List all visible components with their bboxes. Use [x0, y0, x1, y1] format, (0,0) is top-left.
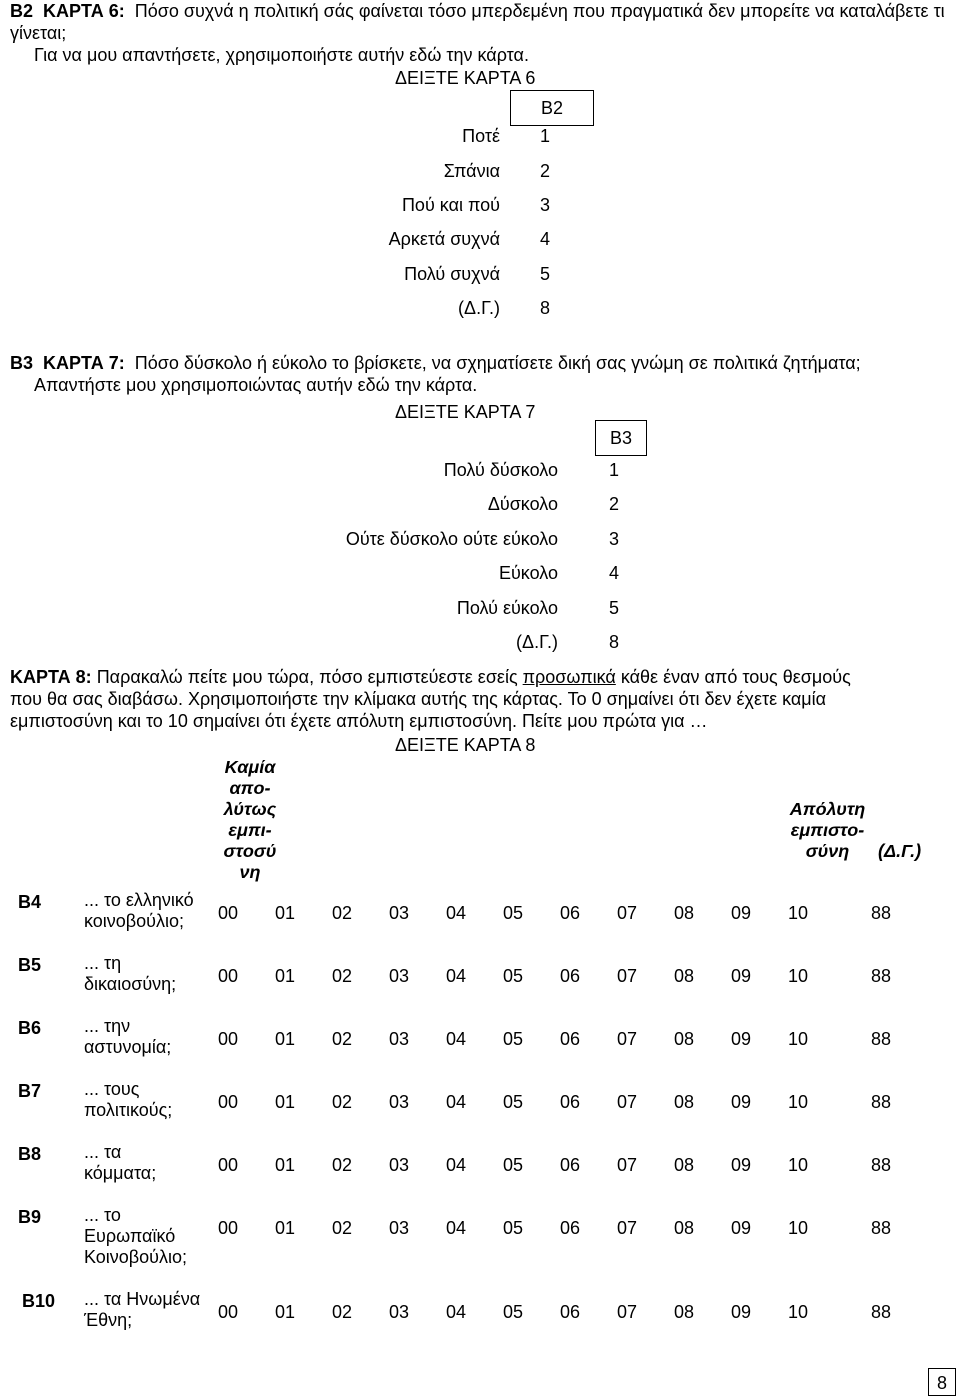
scale-value[interactable]: 07	[616, 903, 638, 923]
scale-value[interactable]: 08	[673, 1029, 695, 1049]
scale-value[interactable]: 06	[559, 966, 581, 986]
scale-value[interactable]: 03	[388, 903, 410, 923]
scale-value[interactable]: 10	[787, 903, 809, 923]
anchor-line: σύνη	[805, 841, 850, 861]
scale-value[interactable]: 04	[445, 903, 467, 923]
anchor-line: εμπι-	[228, 820, 272, 840]
scale-value[interactable]: 01	[274, 903, 296, 923]
option-code: 4	[609, 563, 620, 583]
intro-text: κάθε έναν από τους θεσμούς	[620, 667, 851, 687]
option-label: Πολύ δύσκολο	[443, 460, 558, 480]
option-code: 2	[609, 494, 620, 514]
item-label	[84, 1142, 156, 1184]
page-number: 8	[928, 1368, 956, 1396]
option-code: 1	[609, 460, 620, 480]
show-card-label: ΔΕΙΞΤΕ ΚΑΡΤΑ 8	[395, 735, 536, 755]
item-code: Β8	[18, 1144, 42, 1164]
intro-text: που θα σας διαβάσω. Χρησιμοποιήστε την κλίμακα αυτής της κάρτας. Το 0 σημαίνει ότι δεν έχετε καμία	[10, 689, 827, 709]
item-label	[84, 953, 176, 995]
scale-right-anchor	[780, 799, 875, 862]
scale-value[interactable]: 07	[616, 966, 638, 986]
scale-value[interactable]: 00	[217, 1092, 239, 1112]
scale-value[interactable]: 01	[274, 1155, 296, 1175]
item-code: Β6	[18, 1018, 42, 1038]
card-title: ΚΑΡΤΑ 8:	[10, 667, 92, 687]
column-header-box: Β2	[510, 90, 594, 126]
scale-value[interactable]: 04	[445, 1218, 467, 1238]
item-label-line: πολιτικούς;	[84, 1100, 173, 1120]
item-label-line: Κοινοβούλιο;	[84, 1247, 188, 1267]
scale-value[interactable]: 01	[274, 1218, 296, 1238]
scale-value[interactable]: 06	[559, 1302, 581, 1322]
column-header-box: Β3	[595, 420, 647, 456]
scale-value[interactable]: 05	[502, 1092, 524, 1112]
option-code: 2	[540, 161, 551, 181]
scale-value[interactable]: 07	[616, 1218, 638, 1238]
item-label-line: ... τους	[84, 1079, 140, 1099]
scale-value[interactable]: 88	[870, 966, 892, 986]
option-code: 3	[540, 195, 551, 215]
emphasis-text: προσωπικά	[522, 667, 616, 687]
option-label: Αρκετά συχνά	[388, 229, 500, 249]
scale-value[interactable]: 08	[673, 966, 695, 986]
scale-value[interactable]: 04	[445, 1302, 467, 1322]
card-title: ΚΑΡΤΑ 7:	[43, 353, 125, 373]
option-label: Πολύ εύκολο	[456, 598, 558, 618]
option-code: 4	[540, 229, 551, 249]
scale-value[interactable]: 02	[331, 1218, 353, 1238]
scale-value[interactable]: 03	[388, 1218, 410, 1238]
scale-value[interactable]: 05	[502, 1155, 524, 1175]
scale-value[interactable]: 05	[502, 1218, 524, 1238]
scale-value[interactable]: 01	[274, 1302, 296, 1322]
scale-value[interactable]: 06	[559, 903, 581, 923]
show-card-label: ΔΕΙΞΤΕ ΚΑΡΤΑ 7	[395, 402, 536, 422]
scale-value[interactable]: 08	[673, 1218, 695, 1238]
anchor-line: Απόλυτη	[789, 799, 866, 819]
scale-value[interactable]: 02	[331, 1029, 353, 1049]
scale-value[interactable]: 08	[673, 1302, 695, 1322]
scale-value[interactable]: 09	[730, 1155, 752, 1175]
item-label-line: ... την	[84, 1016, 131, 1036]
scale-value[interactable]: 07	[616, 1029, 638, 1049]
scale-value[interactable]: 88	[870, 1092, 892, 1112]
scale-value[interactable]: 06	[559, 1029, 581, 1049]
scale-value[interactable]: 04	[445, 1029, 467, 1049]
item-label-line: ... το	[84, 1205, 121, 1225]
scale-value[interactable]: 00	[217, 903, 239, 923]
scale-value[interactable]: 02	[331, 1302, 353, 1322]
anchor-line: στοσύ	[223, 841, 277, 861]
item-code: Β4	[18, 892, 42, 912]
option-label: (Δ.Γ.)	[516, 632, 558, 652]
scale-value[interactable]: 01	[274, 1092, 296, 1112]
anchor-line: απο-	[229, 778, 271, 798]
intro-text: Παρακαλώ πείτε μου τώρα, πόσο εμπιστεύεστε εσείς	[96, 667, 518, 687]
scale-value[interactable]: 05	[502, 1029, 524, 1049]
question-text: Πόσο συχνά η πολιτική σάς φαίνεται τόσο μπερδεμένη που πραγματικά δεν μπορείτε να καταλάβετε τι γίνεται;	[10, 1, 945, 43]
question-text: Πόσο δύσκολο ή εύκολο το βρίσκετε, να σχηματίσετε δική σας γνώμη σε πολιτικά ζητήματα;	[134, 353, 861, 373]
item-label-line: ... τα	[84, 1142, 122, 1162]
anchor-line: Καμία	[224, 757, 276, 777]
question-b2	[10, 0, 950, 66]
scale-value[interactable]: 88	[870, 903, 892, 923]
scale-value[interactable]: 03	[388, 1092, 410, 1112]
option-code: 5	[540, 264, 551, 284]
item-code: Β10	[22, 1291, 56, 1311]
item-label	[84, 1289, 200, 1331]
item-label-line: ... το ελληνικό	[84, 890, 194, 910]
scale-value[interactable]: 00	[217, 1029, 239, 1049]
scale-value[interactable]: 09	[730, 1029, 752, 1049]
option-code: 1	[540, 126, 551, 146]
scale-value[interactable]: 10	[787, 1302, 809, 1322]
option-code: 3	[609, 529, 620, 549]
scale-value[interactable]: 04	[445, 1155, 467, 1175]
item-label-line: κοινοβούλιο;	[84, 911, 185, 931]
scale-value[interactable]: 10	[787, 1029, 809, 1049]
item-label	[84, 890, 194, 932]
scale-value[interactable]: 03	[388, 1302, 410, 1322]
scale-value[interactable]: 02	[331, 966, 353, 986]
scale-value[interactable]: 00	[217, 1155, 239, 1175]
scale-value[interactable]: 08	[673, 903, 695, 923]
scale-value[interactable]: 88	[870, 1029, 892, 1049]
scale-value[interactable]: 09	[730, 903, 752, 923]
scale-value[interactable]: 88	[870, 1302, 892, 1322]
scale-value[interactable]: 02	[331, 1155, 353, 1175]
scale-value[interactable]: 05	[502, 903, 524, 923]
anchor-line: λύτως	[223, 799, 277, 819]
option-label: Ούτε δύσκολο ούτε εύκολο	[345, 529, 558, 549]
question-code: Β2	[10, 1, 34, 21]
scale-left-anchor	[215, 757, 285, 883]
scale-value[interactable]: 04	[445, 966, 467, 986]
option-label: Πού και πού	[401, 195, 500, 215]
item-label-line: ... τα Ηνωμένα	[84, 1289, 201, 1309]
item-label-line: Ευρωπαϊκό	[84, 1226, 176, 1246]
show-card-label: ΔΕΙΞΤΕ ΚΑΡΤΑ 6	[395, 68, 536, 88]
scale-value[interactable]: 08	[673, 1092, 695, 1112]
question-instruction: Για να μου απαντήσετε, χρησιμοποιήστε αυτήν εδώ την κάρτα.	[34, 45, 529, 65]
scale-value[interactable]: 88	[870, 1218, 892, 1238]
scale-value[interactable]: 05	[502, 1302, 524, 1322]
scale-value[interactable]: 00	[217, 966, 239, 986]
item-label-line: ... τη	[84, 953, 122, 973]
item-label	[84, 1016, 171, 1058]
scale-value[interactable]: 09	[730, 1218, 752, 1238]
scale-value[interactable]: 05	[502, 966, 524, 986]
scale-value[interactable]: 02	[331, 1092, 353, 1112]
option-code: 8	[540, 298, 551, 318]
card-title: ΚΑΡΤΑ 6:	[43, 1, 125, 21]
scale-value[interactable]: 06	[559, 1218, 581, 1238]
scale-value[interactable]: 06	[559, 1155, 581, 1175]
item-code: Β5	[18, 955, 42, 975]
option-label: Εύκολο	[498, 563, 558, 583]
dont-know-header: (Δ.Γ.)	[878, 841, 922, 861]
scale-value[interactable]: 07	[616, 1092, 638, 1112]
question-instruction: Απαντήστε μου χρησιμοποιώντας αυτήν εδώ την κάρτα.	[34, 375, 478, 395]
scale-value[interactable]: 10	[787, 1218, 809, 1238]
scale-value[interactable]: 03	[388, 1155, 410, 1175]
item-label-line: δικαιοσύνη;	[84, 974, 177, 994]
scale-value[interactable]: 09	[730, 1302, 752, 1322]
item-label	[84, 1205, 187, 1268]
item-label-line: αστυνομία;	[84, 1037, 172, 1057]
card8-intro	[10, 666, 950, 732]
anchor-line: εμπιστο-	[790, 820, 865, 840]
scale-value[interactable]: 00	[217, 1302, 239, 1322]
scale-value[interactable]: 03	[388, 966, 410, 986]
question-b3	[10, 352, 950, 396]
scale-value[interactable]: 10	[787, 966, 809, 986]
option-label: Δύσκολο	[487, 494, 558, 514]
item-label-line: κόμματα;	[84, 1163, 157, 1183]
scale-value[interactable]: 10	[787, 1092, 809, 1112]
item-label-line: Έθνη;	[84, 1310, 133, 1330]
option-code: 5	[609, 598, 620, 618]
scale-value[interactable]: 09	[730, 966, 752, 986]
scale-value[interactable]: 10	[787, 1155, 809, 1175]
scale-value[interactable]: 00	[217, 1218, 239, 1238]
item-code: Β9	[18, 1207, 42, 1227]
option-label: Πολύ συχνά	[404, 264, 500, 284]
option-label: Σπάνια	[443, 161, 500, 181]
option-label: (Δ.Γ.)	[458, 298, 500, 318]
question-code: Β3	[10, 353, 34, 373]
option-label: Ποτέ	[462, 126, 500, 146]
scale-value[interactable]: 01	[274, 1029, 296, 1049]
scale-value[interactable]: 07	[616, 1302, 638, 1322]
scale-value[interactable]: 02	[331, 903, 353, 923]
scale-value[interactable]: 08	[673, 1155, 695, 1175]
item-code: Β7	[18, 1081, 42, 1101]
scale-value[interactable]: 09	[730, 1092, 752, 1112]
scale-value[interactable]: 01	[274, 966, 296, 986]
scale-value[interactable]: 03	[388, 1029, 410, 1049]
item-label	[84, 1079, 172, 1121]
intro-text: εμπιστοσύνη και το 10 σημαίνει ότι έχετε απόλυτη εμπιστοσύνη. Πείτε μου πρώτα για …	[10, 711, 708, 731]
scale-value[interactable]: 07	[616, 1155, 638, 1175]
option-code: 8	[609, 632, 620, 652]
scale-value[interactable]: 88	[870, 1155, 892, 1175]
anchor-line: νη	[239, 862, 261, 882]
scale-value[interactable]: 04	[445, 1092, 467, 1112]
scale-value[interactable]: 06	[559, 1092, 581, 1112]
